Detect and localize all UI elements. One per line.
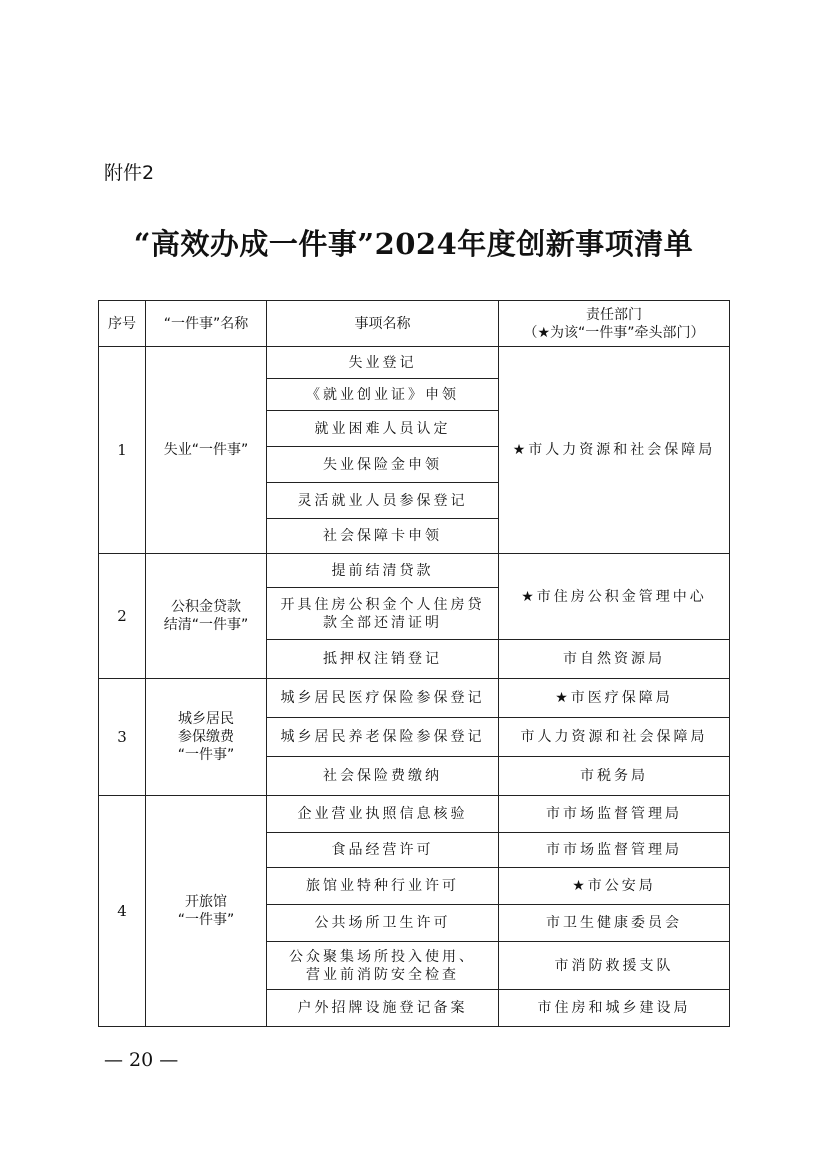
seq-cell: 4 (99, 796, 146, 1027)
seq-cell: 2 (99, 554, 146, 679)
affair-name-cell (146, 347, 267, 554)
dept-cell: ★市人力资源和社会保障局 (499, 347, 730, 554)
affair-name-line: “一件事” (177, 912, 235, 928)
affair-name-cell (146, 679, 267, 796)
item-cell: 社会保险费缴纳 (267, 757, 499, 796)
item-cell: 失业登记 (267, 347, 499, 379)
item-cell: 开具住房公积金个人住房贷款全部还清证明 (267, 588, 499, 640)
item-cell: 城乡居民医疗保险参保登记 (267, 679, 499, 718)
item-cell: 提前结清贷款 (267, 554, 499, 588)
dept-cell: ★市住房公积金管理中心 (499, 554, 730, 640)
affair-name-line: 参保缴费 (178, 729, 234, 745)
affair-name-cell (146, 554, 267, 679)
dept-cell: 市税务局 (499, 757, 730, 796)
item-cell: 食品经营许可 (267, 833, 499, 868)
item-cell: 就业困难人员认定 (267, 411, 499, 447)
affair-name-line: 公积金贷款 (171, 599, 241, 615)
dept-cell: 市人力资源和社会保障局 (499, 718, 730, 757)
header-seq: 序号 (99, 301, 146, 347)
dept-cell: ★市公安局 (499, 868, 730, 905)
header-item: 事项名称 (267, 301, 499, 347)
affair-name-line: “一件事” (177, 747, 235, 763)
affair-name-line: 结清“一件事” (163, 617, 249, 633)
affair-name-line: 城乡居民 (178, 711, 234, 727)
table-row (99, 554, 730, 588)
item-cell: 《就业创业证》申领 (267, 379, 499, 411)
attachment-label: 附件2 (104, 162, 155, 184)
item-cell: 社会保障卡申领 (267, 519, 499, 554)
dept-cell: 市住房和城乡建设局 (499, 990, 730, 1027)
page-title: “高效办成一件事”2024年度创新事项清单 (133, 227, 694, 261)
item-cell: 失业保险金申领 (267, 447, 499, 483)
header-name: “一件事”名称 (146, 301, 267, 347)
dept-cell: 市卫生健康委员会 (499, 905, 730, 942)
affair-name-line: 开旅馆 (185, 894, 227, 910)
table-row (99, 347, 730, 379)
table-row (99, 679, 730, 718)
table-row (99, 796, 730, 833)
item-cell: 旅馆业特种行业许可 (267, 868, 499, 905)
header-dept-line2: （★为该“一件事”牵头部门） (523, 324, 705, 341)
item-cell: 抵押权注销登记 (267, 640, 499, 679)
dept-cell: 市市场监督管理局 (499, 833, 730, 868)
item-cell: 公众聚集场所投入使用、营业前消防安全检查 (267, 942, 499, 990)
dept-cell: 市消防救援支队 (499, 942, 730, 990)
affair-name-cell (146, 796, 267, 1027)
dept-cell: 市市场监督管理局 (499, 796, 730, 833)
item-cell: 公共场所卫生许可 (267, 905, 499, 942)
seq-cell: 1 (99, 347, 146, 554)
affair-name-line: 失业“一件事” (163, 442, 249, 458)
item-cell: 企业营业执照信息核验 (267, 796, 499, 833)
item-cell: 灵活就业人员参保登记 (267, 483, 499, 519)
dept-cell: ★市医疗保障局 (499, 679, 730, 718)
items-table (98, 300, 730, 1027)
page-number: — 20 — (104, 1049, 179, 1071)
header-dept-line1: 责任部门 (586, 306, 642, 323)
dept-cell: 市自然资源局 (499, 640, 730, 679)
item-cell: 城乡居民养老保险参保登记 (267, 718, 499, 757)
seq-cell: 3 (99, 679, 146, 796)
header-dept (499, 301, 730, 347)
table-header-row (99, 301, 730, 347)
item-cell: 户外招牌设施登记备案 (267, 990, 499, 1027)
